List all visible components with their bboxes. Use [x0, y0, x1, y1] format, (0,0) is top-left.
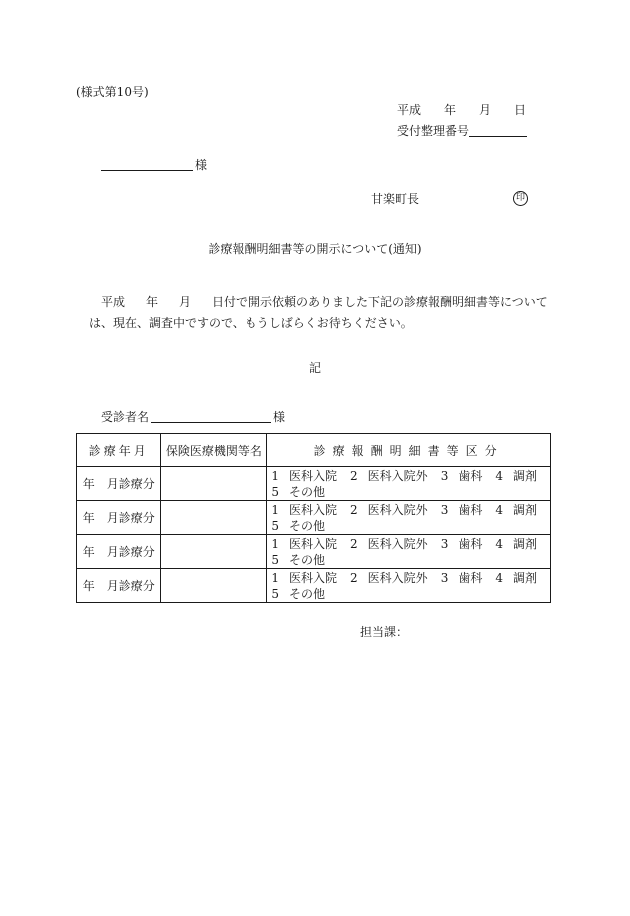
form-number-label: (様式第10号)	[76, 85, 149, 99]
type-label: その他	[289, 518, 326, 533]
body-era: 平成	[101, 295, 126, 309]
type-number: 1	[271, 502, 280, 517]
type-number: 5	[271, 552, 280, 567]
type-number: 4	[495, 570, 503, 585]
patient-name-line	[101, 410, 285, 423]
type-label: 医科入院外	[367, 570, 428, 585]
type-number: 3	[440, 570, 449, 585]
header-types: 診療報酬明細書等区分	[267, 434, 551, 467]
type-number: 2	[350, 570, 358, 585]
type-label: 医科入院外	[367, 536, 428, 551]
row-institution[interactable]	[161, 535, 267, 569]
row-types	[267, 467, 551, 501]
type-label: 医科入院外	[367, 502, 428, 517]
type-label: 調剤	[512, 536, 537, 551]
table-row	[77, 569, 551, 603]
row-period: 年 月診療分	[77, 501, 161, 535]
type-label: 歯科	[458, 570, 483, 585]
row-period: 年 月診療分	[77, 569, 161, 603]
addressee-name-blank[interactable]	[101, 158, 193, 171]
addressee-honorific: 様	[195, 158, 208, 172]
row-types	[267, 535, 551, 569]
date-year-label: 年	[444, 103, 457, 117]
type-number: 4	[495, 468, 503, 483]
type-label: 歯科	[458, 536, 483, 551]
type-number: 3	[440, 536, 449, 551]
row-institution[interactable]	[161, 467, 267, 501]
type-label: 歯科	[458, 468, 483, 483]
type-number: 1	[271, 570, 280, 585]
header-institution: 保険医療機関等名	[161, 434, 267, 467]
type-number: 5	[271, 484, 280, 499]
type-number: 5	[271, 586, 280, 601]
type-number: 2	[350, 536, 358, 551]
type-number: 4	[495, 502, 503, 517]
receipt-number-blank[interactable]	[469, 124, 527, 137]
addressee	[101, 158, 207, 171]
records-table	[76, 433, 551, 603]
notice-date	[397, 104, 526, 116]
type-label: 医科入院	[289, 536, 338, 551]
row-types	[267, 569, 551, 603]
date-era: 平成	[397, 103, 422, 117]
ki-heading: 記	[308, 361, 321, 375]
table-header-row	[77, 434, 551, 467]
body-paragraph	[89, 292, 559, 334]
type-label: 調剤	[512, 570, 537, 585]
header-period: 診療年月	[77, 434, 161, 467]
staff-section-label: 担当課：	[360, 625, 409, 639]
body-year-label: 年	[146, 295, 159, 309]
type-label: 調剤	[512, 502, 537, 517]
type-label: その他	[289, 484, 326, 499]
type-label: 医科入院	[289, 468, 338, 483]
type-label: 医科入院	[289, 570, 338, 585]
table-row	[77, 467, 551, 501]
type-label: 医科入院	[289, 502, 338, 517]
body-month-label: 月	[179, 295, 192, 309]
type-number: 1	[271, 468, 280, 483]
document-title: 診療報酬明細書等の開示について(通知)	[208, 242, 422, 256]
patient-name-label: 受診者名	[101, 410, 150, 424]
patient-honorific: 様	[273, 410, 286, 424]
type-number: 2	[350, 502, 358, 517]
row-period: 年 月診療分	[77, 535, 161, 569]
type-number: 3	[440, 468, 449, 483]
table-row	[77, 501, 551, 535]
type-number: 4	[495, 536, 503, 551]
type-label: その他	[289, 552, 326, 567]
type-label: 医科入院外	[367, 468, 428, 483]
official-seal-mark: 印	[513, 191, 528, 206]
row-period: 年 月診療分	[77, 467, 161, 501]
sender-name: 甘楽町長	[371, 192, 420, 206]
type-number: 1	[271, 536, 280, 551]
type-number: 3	[440, 502, 449, 517]
patient-name-blank[interactable]	[151, 410, 271, 423]
type-label: 歯科	[458, 502, 483, 517]
type-number: 5	[271, 518, 280, 533]
date-day-label: 日	[514, 103, 527, 117]
receipt-number	[397, 124, 527, 137]
type-label: その他	[289, 586, 326, 601]
row-institution[interactable]	[161, 569, 267, 603]
type-label: 調剤	[512, 468, 537, 483]
row-types	[267, 501, 551, 535]
date-month-label: 月	[479, 103, 492, 117]
body-text: 日付で開示依頼のありました下記の診療報酬明細書等については、現在、調査中ですので、もうしばらくお待ちください。	[89, 295, 548, 330]
type-number: 2	[350, 468, 358, 483]
table-row	[77, 535, 551, 569]
receipt-number-label: 受付整理番号	[397, 124, 470, 138]
row-institution[interactable]	[161, 501, 267, 535]
